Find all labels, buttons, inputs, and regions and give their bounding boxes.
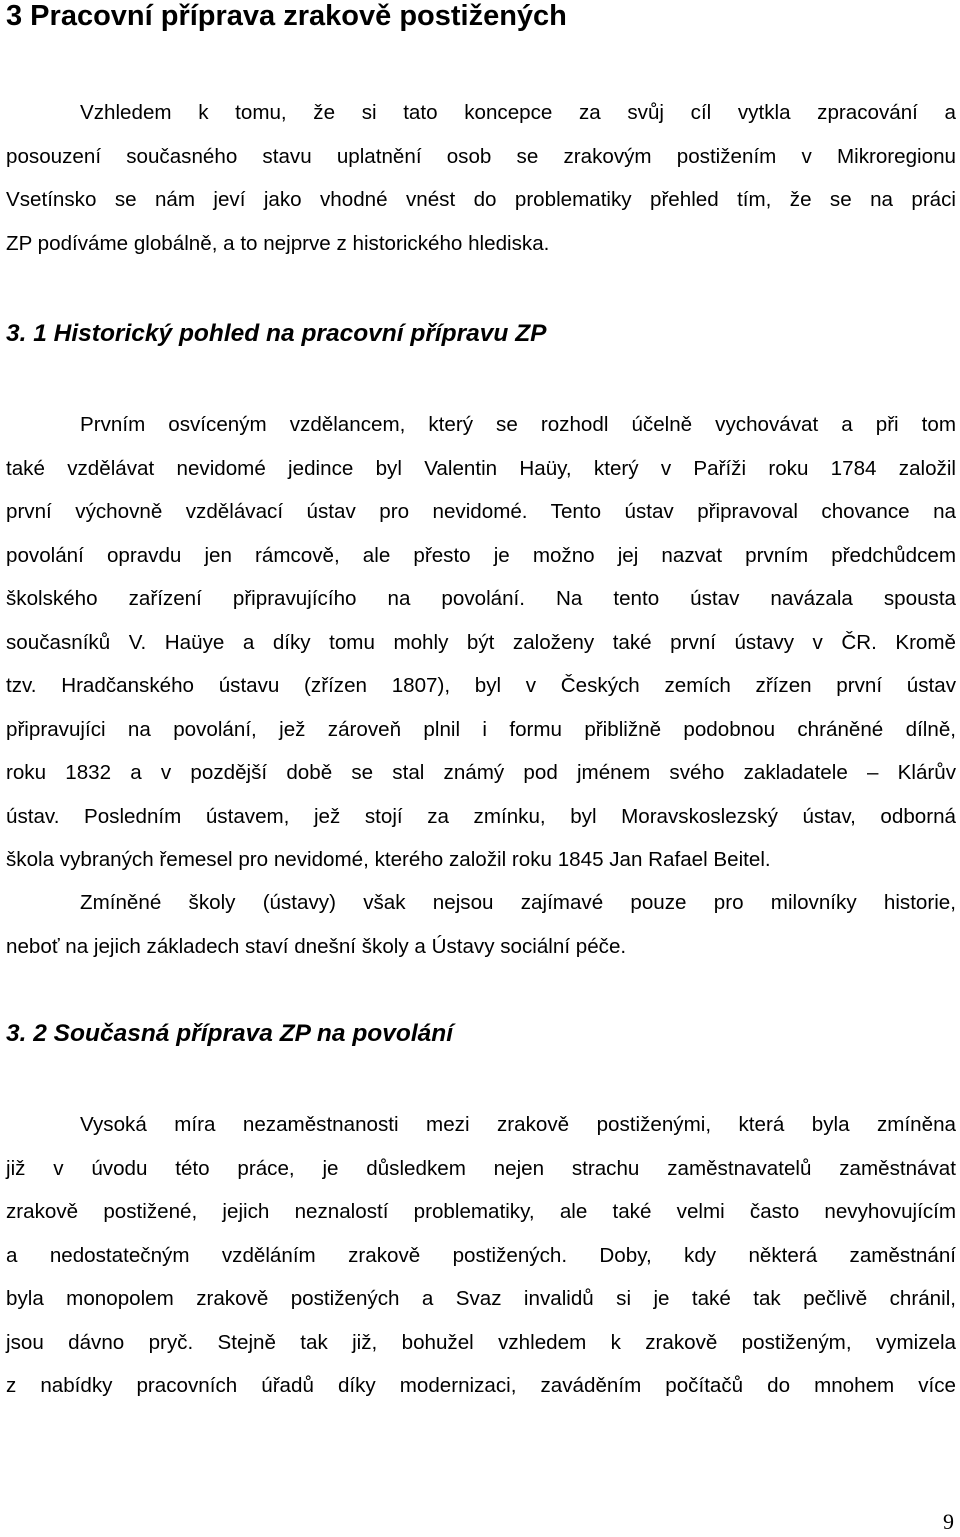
text-line: ústav. Posledním ústavem, jež stojí za zmínku, byl Moravskoslezský ústav, odborná	[6, 804, 956, 828]
text-line: povolání opravdu jen rámcově, ale přesto je možno jej nazvat prvním předchůdcem	[6, 543, 956, 567]
page-number: 9	[943, 1509, 954, 1534]
text-line: neboť na jejich základech staví dnešní školy a Ústavy sociální péče.	[6, 934, 627, 958]
text-line: a nedostatečným vzděláním zrakově postižených. Doby, kdy některá zaměstnání	[6, 1243, 956, 1267]
text-line: posouzení současného stavu uplatnění osob se zrakovým postižením v Mikroregionu	[6, 144, 956, 168]
text-line: Zmíněné školy (ústavy) však nejsou zajímavé pouze pro milovníky historie,	[80, 891, 956, 914]
section-heading-historical: 3. 1 Historický pohled na pracovní přípravu ZP	[6, 320, 547, 347]
text-line: první výchovně vzdělávací ústav pro nevidomé. Tento ústav připravoval chovance na	[6, 500, 956, 523]
text-line: také vzdělávat nevidomé jedince byl Valentin Haüy, který v Paříži roku 1784 založil	[6, 456, 956, 480]
text-line: byla monopolem zrakově postižených a Svaz invalidů si je také tak pečlivě chránil,	[6, 1287, 956, 1310]
historical-paragraph-1	[6, 403, 956, 882]
text-line: současníků V. Haüye a díky tomu mohly být založeny také první ústavy v ČR. Kromě	[6, 630, 956, 654]
text-line: školského zařízení připravujícího na povolání. Na tento ústav navázala spousta	[6, 587, 956, 610]
historical-paragraph-2	[6, 881, 956, 968]
text-line: Vzhledem k tomu, že si tato koncepce za svůj cíl vytkla zpracování a	[80, 101, 956, 124]
text-line: roku 1832 a v pozdější době se stal známý pod jménem svého zakladatele – Klárův	[6, 761, 956, 784]
section-heading-current: 3. 2 Současná příprava ZP na povolání	[6, 1020, 454, 1047]
text-line: škola vybraných řemesel pro nevidomé, kterého založil roku 1845 Jan Rafael Beitel.	[6, 848, 771, 871]
text-line: Prvním osvíceným vzdělancem, který se rozhodl účelně vychovávat a při tom	[80, 413, 956, 436]
text-line: již v úvodu této práce, je důsledkem nejen strachu zaměstnavatelů zaměstnávat	[6, 1156, 956, 1180]
current-paragraph-1	[6, 1103, 956, 1408]
text-line: Vysoká míra nezaměstnanosti mezi zrakově postiženými, která byla zmíněna	[80, 1113, 956, 1136]
text-line: zrakově postižené, jejich neznalostí problematiky, ale také velmi často nevyhovujícím	[6, 1200, 956, 1223]
text-line: ZP podíváme globálně, a to nejprve z historického hlediska.	[6, 231, 550, 255]
text-line: jsou dávno pryč. Stejně tak již, bohužel vzhledem k zrakově postiženým, vymizela	[6, 1330, 956, 1354]
text-line: z nabídky pracovních úřadů díky modernizaci, zaváděním počítačů do mnohem více	[6, 1374, 956, 1397]
text-line: Vsetínsko se nám jeví jako vhodné vnést do problematiky přehled tím, že se na práci	[6, 188, 956, 211]
text-line: připravujíci na povolání, jež zároveň plnil i formu přibližně podobnou chráněné dílně,	[6, 717, 956, 741]
text-line: tzv. Hradčanského ústavu (zřízen 1807), byl v Českých zemích zřízen první ústav	[6, 674, 956, 697]
chapter-title: 3 Pracovní příprava zrakově postižených	[6, 0, 567, 32]
intro-paragraph	[6, 91, 956, 265]
